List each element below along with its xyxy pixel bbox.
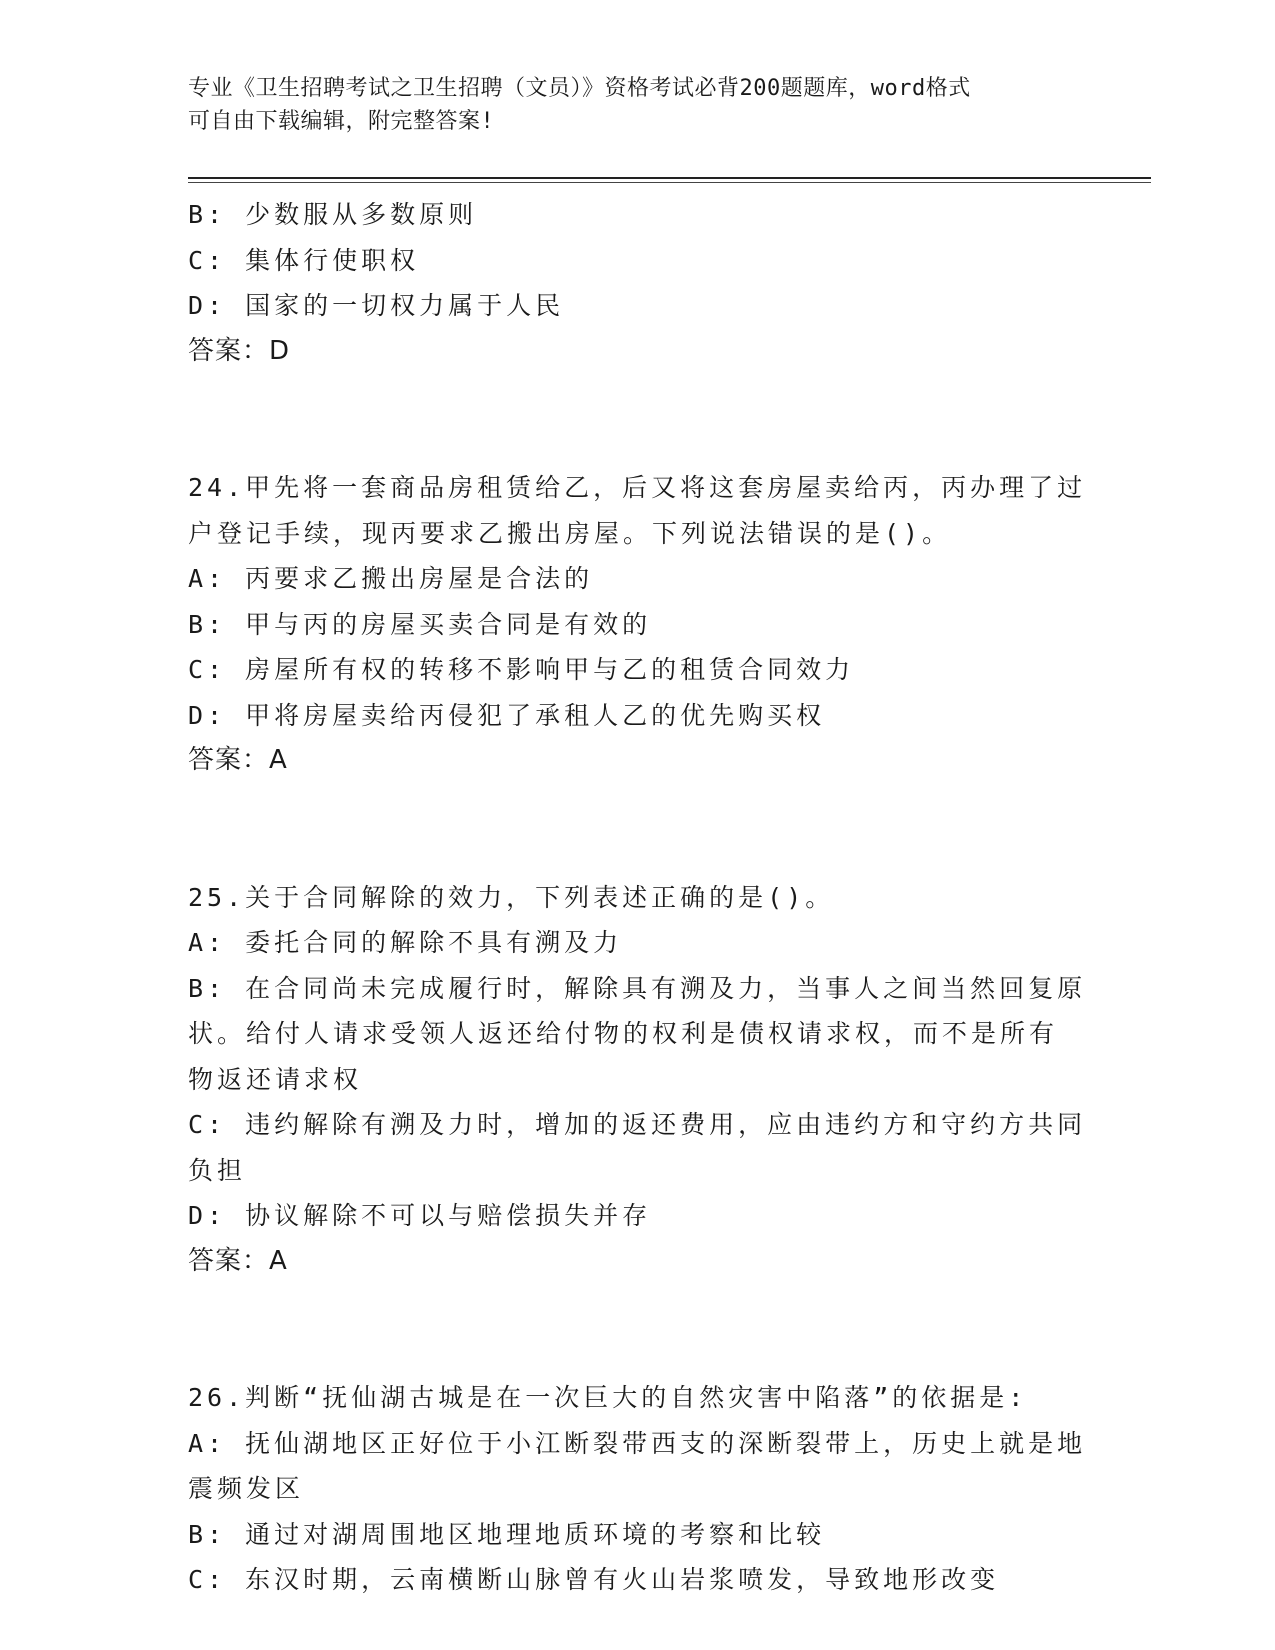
option-a: A: 委托合同的解除不具有溯及力 xyxy=(188,928,623,957)
question-stem: 24.甲先将一套商品房租赁给乙，后又将这套房屋卖给丙，丙办理了过 xyxy=(188,473,1087,502)
option-c: C: 违约解除有溯及力时，增加的返还费用，应由违约方和守约方共同 xyxy=(188,1110,1087,1139)
option-d: D: 甲将房屋卖给丙侵犯了承租人乙的优先购买权 xyxy=(188,700,826,730)
option-b-continued: 物返还请求权 xyxy=(188,1064,363,1094)
question-list xyxy=(188,192,1088,1603)
option-b: B: 在合同尚未完成履行时，解除具有溯及力，当事人之间当然回复原 xyxy=(188,973,1087,1003)
option-b: B: 通过对湖周围地区地理地质环境的考察和比较 xyxy=(188,1519,826,1549)
document-header xyxy=(188,72,1068,138)
question-stem: 25.关于合同解除的效力，下列表述正确的是()。 xyxy=(188,882,835,912)
question-gap xyxy=(188,1284,1088,1375)
question-gap xyxy=(188,784,1088,875)
option-a: A: 抚仙湖地区正好位于小江断裂带西支的深断裂带上，历史上就是地 xyxy=(188,1428,1087,1458)
question-23 xyxy=(188,192,1088,374)
option-c-continued: 负担 xyxy=(188,1155,247,1185)
option-a-continued: 震频发区 xyxy=(188,1474,305,1503)
option-c: C: 东汉时期，云南横断山脉曾有火山岩浆喷发，导致地形改变 xyxy=(188,1565,1000,1594)
question-gap xyxy=(188,374,1088,465)
question-25 xyxy=(188,875,1088,1285)
option-b-continued: 状。给付人请求受领人返还给付物的权利是债权请求权，而不是所有 xyxy=(188,1019,1059,1048)
question-stem: 26.判断“抚仙湖古城是在一次巨大的自然灾害中陷落”的依据是: xyxy=(188,1383,1028,1412)
header-rule-thin xyxy=(188,182,1151,183)
answer-line: 答案：A xyxy=(188,1245,288,1276)
option-b: B: 甲与丙的房屋买卖合同是有效的 xyxy=(188,609,652,639)
question-24 xyxy=(188,465,1088,784)
option-b: B: 少数服从多数原则 xyxy=(188,200,478,229)
answer-line: 答案：A xyxy=(188,745,288,775)
header-line-2: 可自由下载编辑，附完整答案! xyxy=(188,109,495,134)
question-26 xyxy=(188,1375,1088,1603)
option-d: D: 协议解除不可以与赔偿损失并存 xyxy=(188,1201,652,1230)
header-line-1: 专业《卫生招聘考试之卫生招聘（文员）》资格考试必背200题题库，word格式 xyxy=(188,76,971,101)
option-a: A: 丙要求乙搬出房屋是合法的 xyxy=(188,564,594,593)
header-rule-thick xyxy=(188,177,1151,179)
option-c: C: 集体行使职权 xyxy=(188,245,420,275)
option-d: D: 国家的一切权力属于人民 xyxy=(188,291,565,320)
question-stem-continued: 户登记手续，现丙要求乙搬出房屋。下列说法错误的是()。 xyxy=(188,518,952,548)
option-c: C: 房屋所有权的转移不影响甲与乙的租赁合同效力 xyxy=(188,655,855,684)
answer-line: 答案：D xyxy=(188,335,291,366)
